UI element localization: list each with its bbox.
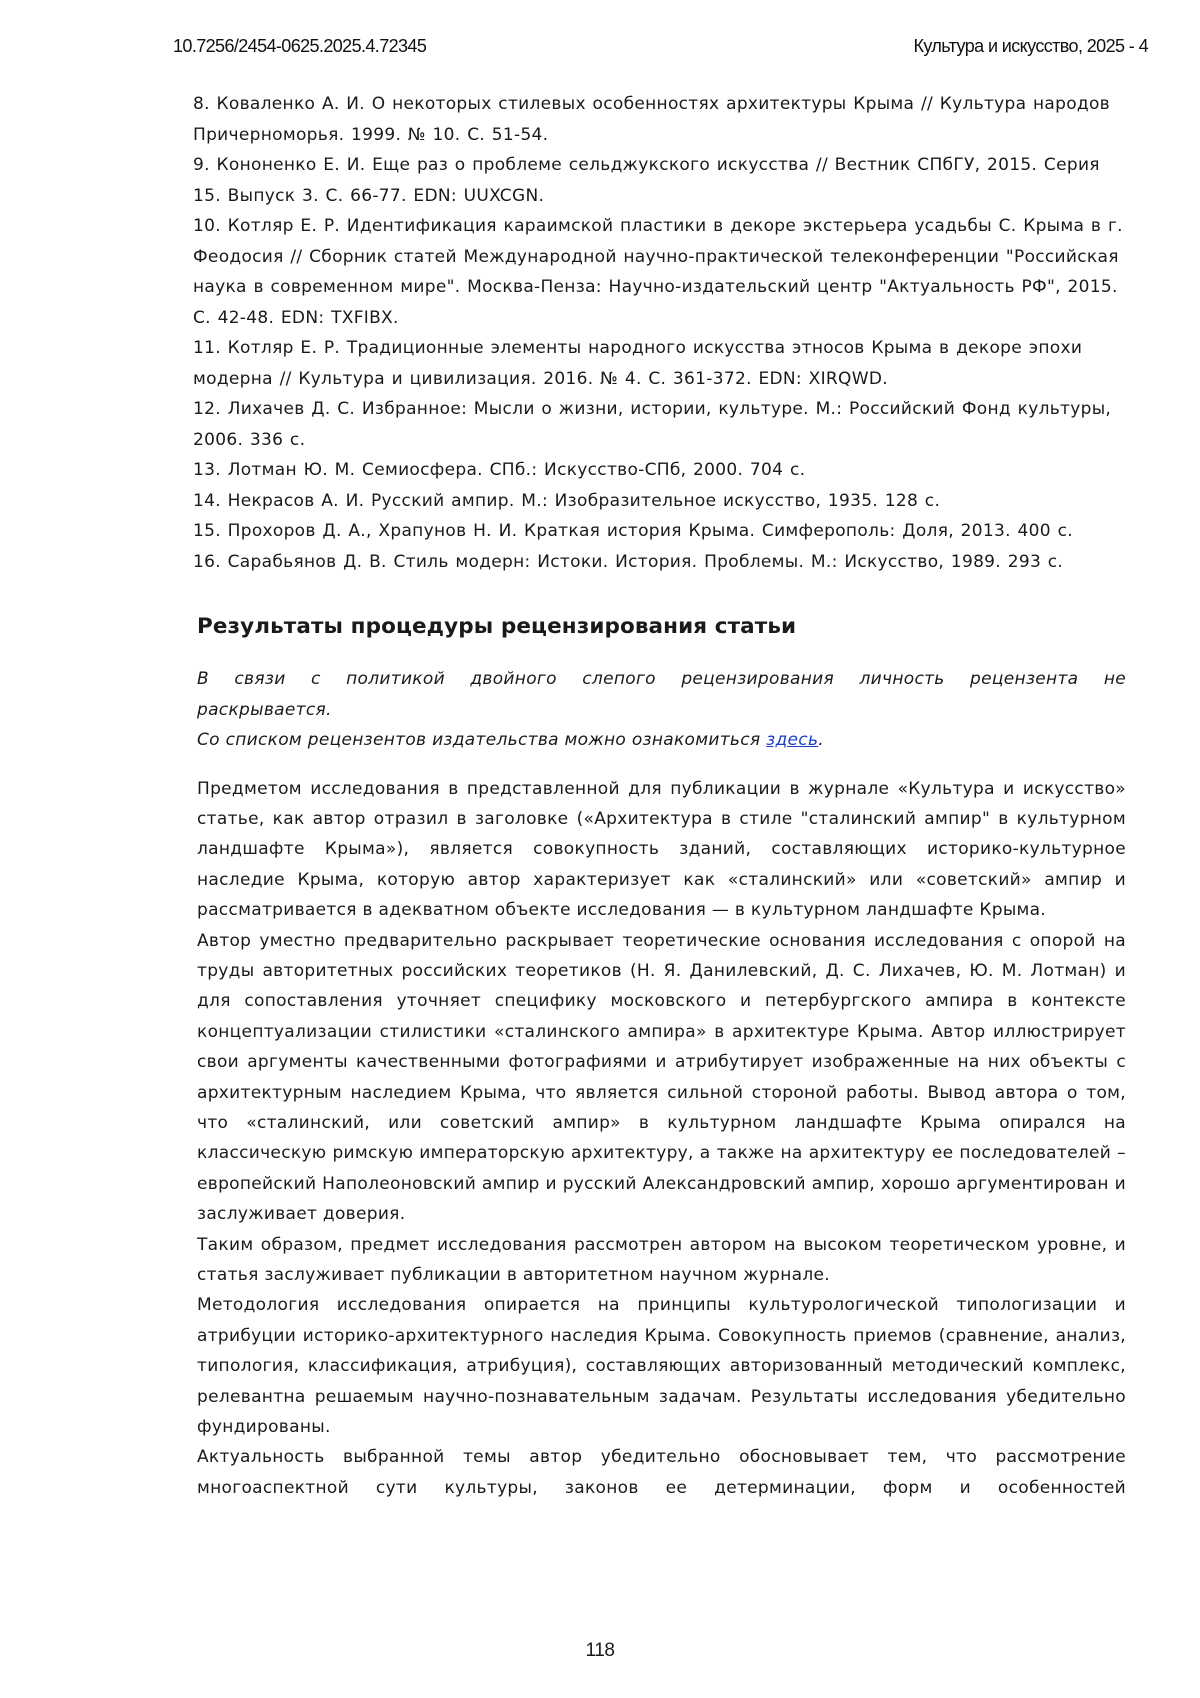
reference-item: 12. Лихачев Д. С. Избранное: Мысли о жизни, истории, культуре. М.: Российский Фонд культуры, 2006. 336 с. <box>193 394 1126 455</box>
review-paragraph: Автор уместно предварительно раскрывает теоретические основания исследования с опорой на труды авторитетных российских теоретиков (Н. Я. Данилевский, Д. С. Лихачев, Ю. М. Лотман) и для сопоставления уточняет специфику московского и петербургского ампира в контексте концептуализации стилистики «сталинского ампира» в архитектуре Крыма. Автор иллюстрирует свои аргументы качественными фотографиями и атрибутирует изображенные на них объекты с архитектурным наследием Крыма, что является сильной стороной работы. Вывод автора о том, что «сталинский, или советский ампир» в культурном ландшафте Крыма опирался на классическую римскую императорскую архитектуру, а также на архитектуру ее последователей – европейский Наполеоновский ампир и русский Александровский ампир, хорошо аргументирован и заслуживает доверия. <box>197 926 1126 1230</box>
review-paragraph: Актуальность выбранной темы автор убедительно обосновывает тем, что рассмотрение многоаспектной сути культуры, законов ее детерминации, форм и особенностей <box>197 1442 1126 1503</box>
reference-item: 11. Котляр Е. Р. Традиционные элементы народного искусства этносов Крыма в декоре эпохи модерна // Культура и цивилизация. 2016. № 4. С. 361-372. EDN: XIRQWD. <box>193 333 1126 394</box>
reference-item: 15. Прохоров Д. А., Храпунов Н. И. Краткая история Крыма. Симферополь: Доля, 2013. 400 с. <box>193 516 1126 547</box>
reference-list <box>193 89 1126 577</box>
journal-issue-label: Культура и искусство, 2025 - 4 <box>914 36 1148 57</box>
page-header <box>0 36 1200 60</box>
reference-item: 10. Котляр Е. Р. Идентификация караимской пластики в декоре экстерьера усадьбы С. Крыма в г. Феодосия // Сборник статей Международной научно-практической телеконференции "Российская наука в современном мире". Москва-Пенза: Научно-издательский центр "Актуальность РФ", 2015. С. 42-48. EDN: TXFIBX. <box>193 211 1126 333</box>
review-note-line: раскрывается. <box>197 695 1126 726</box>
reference-item: 13. Лотман Ю. М. Семиосфера. СПб.: Искусство-СПб, 2000. 704 с. <box>193 455 1126 486</box>
reviewers-list-suffix: . <box>818 730 824 750</box>
page-content <box>193 89 1126 1503</box>
review-note-line: В связи с политикой двойного слепого рецензирования личность рецензента не <box>197 664 1126 695</box>
reviewers-list-text: Со списком рецензентов издательства можно ознакомиться <box>197 730 766 750</box>
doi-label: 10.7256/2454-0625.2025.4.72345 <box>173 36 426 57</box>
reference-item: 9. Кононенко Е. И. Еще раз о проблеме сельджукского искусства // Вестник СПбГУ, 2015. Серия 15. Выпуск 3. С. 66-77. EDN: UUXCGN. <box>193 150 1126 211</box>
reference-item: 14. Некрасов А. И. Русский ампир. М.: Изобразительное искусство, 1935. 128 с. <box>193 486 1126 517</box>
reference-item: 16. Сарабьянов Д. В. Стиль модерн: Истоки. История. Проблемы. М.: Искусство, 1989. 293 с. <box>193 547 1126 578</box>
reviewers-list-line <box>197 725 1126 756</box>
reviewers-list-link[interactable]: здесь <box>766 730 818 750</box>
reference-item: 8. Коваленко А. И. О некоторых стилевых особенностях архитектуры Крыма // Культура народов Причерноморья. 1999. № 10. С. 51-54. <box>193 89 1126 150</box>
review-section-title: Результаты процедуры рецензирования статьи <box>197 612 1126 642</box>
review-policy-note <box>197 664 1126 756</box>
review-paragraph: Таким образом, предмет исследования рассмотрен автором на высоком теоретическом уровне, и статья заслуживает публикации в авторитетном научном журнале. <box>197 1230 1126 1291</box>
review-paragraph: Предметом исследования в представленной для публикации в журнале «Культура и искусство» статье, как автор отразил в заголовке («Архитектура в стиле "сталинский ампир" в культурном ландшафте Крыма»), является совокупность зданий, составляющих историко-культурное наследие Крыма, которую автор характеризует как «сталинский» или «советский» ампир и рассматривается в адекватном объекте исследования — в культурном ландшафте Крыма. <box>197 774 1126 926</box>
review-body <box>197 774 1126 1504</box>
review-paragraph: Методология исследования опирается на принципы культурологической типологизации и атрибуции историко-архитектурного наследия Крыма. Совокупность приемов (сравнение, анализ, типология, классификация, атрибуция), составляющих авторизованный методический комплекс, релевантна решаемым научно-познавательным задачам. Результаты исследования убедительно фундированы. <box>197 1290 1126 1442</box>
page-number: 118 <box>0 1640 1200 1662</box>
